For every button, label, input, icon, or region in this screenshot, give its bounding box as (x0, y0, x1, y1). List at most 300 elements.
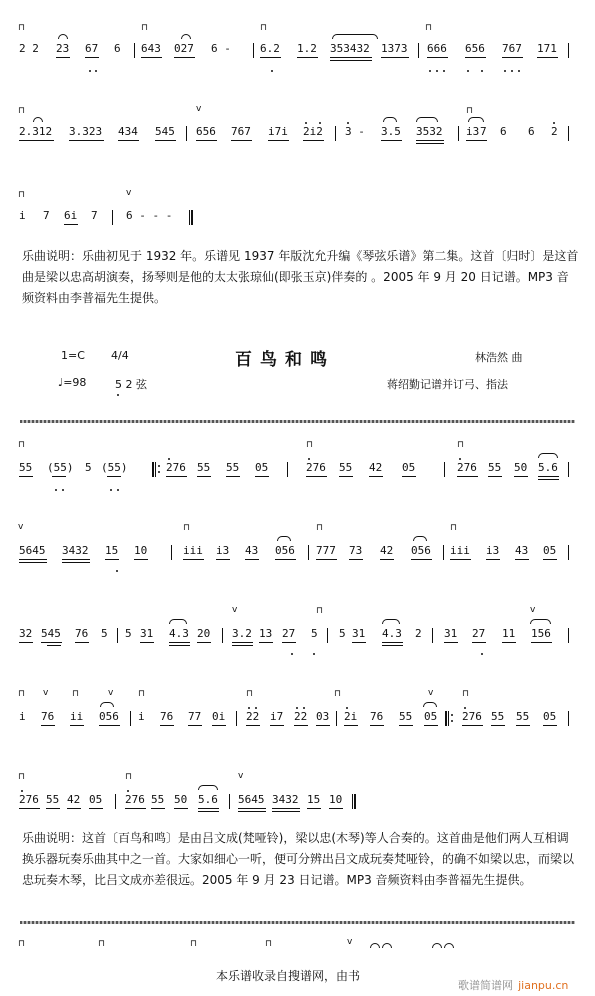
slur (198, 785, 218, 790)
underline (169, 642, 190, 643)
barline (418, 43, 419, 58)
high-octave-dot (255, 707, 257, 709)
note-group: 50 (174, 793, 188, 806)
down-bow-mark: ⊓ (18, 190, 26, 200)
note-group: 5 (339, 627, 346, 640)
barline (335, 126, 336, 141)
slur (382, 943, 392, 948)
barline (568, 628, 569, 643)
barline (134, 43, 135, 58)
note-group: 73 (349, 544, 363, 557)
underline (118, 140, 139, 141)
down-bow-mark: ⊓ (98, 939, 106, 949)
underline (166, 476, 187, 477)
note-group: i7i (268, 125, 288, 138)
note-group: 1373 (381, 42, 408, 55)
note-group: 55 (516, 710, 530, 723)
down-bow-mark: ⊓ (183, 523, 191, 533)
note-group: 05 (255, 461, 269, 474)
note-group: 5 (85, 461, 92, 474)
piece1-note-paragraph: 乐曲说明：乐曲初见于 1932 年。乐谱见 1937 年版沈允升编《琴弦乐谱》第二集。这首〔归时〕是这首曲是梁以忠高胡演奏，扬琴则是他的太太张琼仙(即张玉京)伴奏的 。2005 年 9 月 20 日记谱。MP3 音频资料由李普福先生提供。 (22, 249, 579, 305)
underline (232, 645, 253, 646)
high-octave-dot (248, 707, 250, 709)
staff-row-5 (0, 522, 595, 584)
down-bow-mark: ⊓ (72, 689, 80, 699)
underline (488, 476, 502, 477)
underline (514, 476, 528, 477)
barline (568, 545, 569, 560)
note-group: 3 - (345, 125, 365, 138)
note-group: i7 (270, 710, 284, 723)
slur (413, 536, 427, 541)
note-group: 76 (41, 710, 55, 723)
note-group: 276 (19, 793, 39, 806)
note-group: 55 (488, 461, 502, 474)
down-bow-mark: ⊓ (18, 939, 26, 949)
repeat-dot (158, 471, 160, 473)
underline (105, 559, 119, 560)
up-bow-mark: v (347, 937, 353, 947)
slur (444, 943, 454, 948)
down-bow-mark: ⊓ (466, 106, 474, 116)
note-group: i3 (486, 544, 500, 557)
underline (316, 725, 330, 726)
note-group: 545 (155, 125, 175, 138)
note-group: 67 (85, 42, 99, 55)
staff-row-2 (0, 104, 595, 165)
low-octave-dot (429, 70, 431, 72)
high-octave-dot (127, 790, 129, 792)
note-group: 5645 (19, 544, 46, 557)
note-group: 05 (89, 793, 103, 806)
note-group: 50 (514, 461, 528, 474)
note-group: 7 (43, 209, 50, 222)
underline (416, 143, 444, 144)
down-bow-mark: ⊓ (334, 689, 342, 699)
note-group: 171 (537, 42, 557, 55)
high-octave-dot (305, 122, 307, 124)
underline (62, 562, 90, 563)
up-bow-mark: v (126, 188, 132, 198)
note-group: 2.312 (19, 125, 53, 138)
note-group: 7 (480, 125, 487, 138)
down-bow-mark: ⊓ (18, 440, 26, 450)
low-octave-dot (89, 70, 91, 72)
underline (330, 60, 372, 61)
end-barline (352, 794, 356, 809)
composer: 林浩然 曲 (475, 351, 523, 364)
underline (382, 642, 403, 643)
underline (169, 645, 190, 646)
section-separator (20, 921, 575, 924)
note-group: 42 (369, 461, 383, 474)
up-bow-mark: v (108, 688, 114, 698)
barline (568, 711, 569, 726)
underline (107, 476, 121, 477)
underline (19, 562, 47, 563)
slur (432, 943, 442, 948)
down-bow-mark: ⊓ (265, 939, 273, 949)
footer-source-text: 本乐谱收录自搜谱网，由书 (216, 969, 361, 983)
note-group: 10 (329, 793, 343, 806)
high-octave-dot (296, 707, 298, 709)
end-barline (189, 210, 193, 225)
down-bow-mark: ⊓ (190, 939, 198, 949)
note-group: 15 (105, 544, 119, 557)
low-octave-dot (481, 653, 483, 655)
underline (316, 559, 337, 560)
note-group: 666 (427, 42, 447, 55)
low-octave-dot (443, 70, 445, 72)
high-octave-dot (553, 122, 555, 124)
note-group: 0i (212, 710, 226, 723)
up-bow-mark: v (18, 522, 24, 532)
note-group: 353432 (330, 42, 370, 55)
note-group: 3532 (416, 125, 443, 138)
underline (466, 140, 487, 141)
underline (67, 808, 81, 809)
underline (216, 559, 230, 560)
note-group: i3 (216, 544, 230, 557)
note-group: 05 (402, 461, 416, 474)
low-octave-dot (511, 70, 513, 72)
repeat-start-barline (445, 711, 449, 726)
underline (231, 140, 252, 141)
watermark (458, 974, 568, 993)
underline (349, 559, 363, 560)
underline (160, 725, 174, 726)
repeat-dot (451, 720, 453, 722)
underline (188, 725, 202, 726)
note-group: i (19, 710, 26, 723)
note-group: 31 (140, 627, 154, 640)
underline (516, 725, 530, 726)
barline (443, 545, 444, 560)
barline (444, 462, 445, 477)
low-octave-dot (518, 70, 520, 72)
down-bow-mark: ⊓ (246, 689, 254, 699)
underline (344, 725, 358, 726)
note-group: 3432 (272, 793, 299, 806)
underline (450, 559, 471, 560)
up-bow-mark: v (530, 605, 536, 615)
underline (538, 479, 559, 480)
note-group: 31 (444, 627, 458, 640)
low-octave-dot (504, 70, 506, 72)
underline (543, 559, 557, 560)
underline (416, 140, 444, 141)
note-group: 2 (551, 125, 558, 138)
note-group: 2i (344, 710, 358, 723)
section-separator (20, 420, 575, 423)
staff-row-7 (0, 688, 595, 750)
underline (212, 725, 226, 726)
note-group: 6 - (211, 42, 231, 55)
underline (141, 57, 162, 58)
low-octave-dot (313, 653, 315, 655)
down-bow-mark: ⊓ (457, 440, 465, 450)
note-group: 32 (19, 627, 33, 640)
note-group: 11 (502, 627, 516, 640)
note-group: 4.3 (382, 627, 402, 640)
string-tuning: 5 2 弦 (115, 378, 147, 391)
staff-row-6 (0, 605, 595, 667)
note-group: 276 (306, 461, 326, 474)
underline (297, 57, 318, 58)
underline (75, 642, 89, 643)
up-bow-mark: v (428, 688, 434, 698)
down-bow-mark: ⊓ (260, 23, 268, 33)
barline (568, 126, 569, 141)
down-bow-mark: ⊓ (450, 523, 458, 533)
note-group: iii (183, 544, 203, 557)
underline (402, 476, 416, 477)
underline (198, 811, 219, 812)
note-group: i (19, 209, 26, 222)
barline (171, 545, 172, 560)
underline (380, 559, 394, 560)
note-group: 3432 (62, 544, 89, 557)
note-group: 22 (246, 710, 260, 723)
note-group: 15 (307, 793, 321, 806)
note-group: 643 (141, 42, 161, 55)
note-group: 76 (370, 710, 384, 723)
note-group: 434 (118, 125, 138, 138)
underline (369, 476, 383, 477)
slur (468, 117, 484, 122)
note-group: 056 (275, 544, 295, 557)
underline (19, 559, 47, 560)
down-bow-mark: ⊓ (125, 772, 133, 782)
slur (423, 702, 437, 707)
note-group: 31 (352, 627, 366, 640)
low-octave-dot (117, 394, 119, 396)
underline (411, 559, 432, 560)
underline (174, 57, 195, 58)
note-group: 545 (41, 627, 61, 640)
underline (275, 559, 296, 560)
repeat-dot (158, 465, 160, 467)
underline (19, 642, 33, 643)
note-group: 276 (125, 793, 145, 806)
staff-row-4 (0, 440, 595, 501)
underline (382, 645, 403, 646)
slur (277, 536, 291, 541)
transcriber: 蒋绍勤记谱并订弓、指法 (387, 378, 508, 391)
barline (568, 462, 569, 477)
low-octave-dot (95, 70, 97, 72)
underline (197, 476, 211, 477)
underline (238, 808, 266, 809)
up-bow-mark: v (196, 104, 202, 114)
slur (370, 943, 380, 948)
underline (259, 642, 273, 643)
watermark-url: jianpu.cn (518, 979, 569, 992)
underline (134, 559, 148, 560)
underline (537, 57, 558, 58)
note-group: (55) (101, 461, 128, 474)
watermark-cn: 歌谱简谱网 (458, 979, 513, 992)
slur (383, 117, 397, 122)
underline (282, 642, 296, 643)
note-group: 027 (174, 42, 194, 55)
low-octave-dot (481, 70, 483, 72)
note-group: 05 (543, 544, 557, 557)
note-group: 20 (197, 627, 211, 640)
up-bow-mark: v (232, 605, 238, 615)
down-bow-mark: ⊓ (316, 606, 324, 616)
staff-row-3 (0, 188, 595, 249)
staff-row-1 (0, 23, 595, 82)
underline (268, 140, 289, 141)
down-bow-mark: ⊓ (425, 23, 433, 33)
note-group: i3 (466, 125, 480, 138)
low-octave-dot (467, 70, 469, 72)
note-group: 5.6 (198, 793, 218, 806)
underline (270, 725, 284, 726)
barline (336, 711, 337, 726)
barline (432, 628, 433, 643)
underline (538, 476, 559, 477)
note-group: 77 (188, 710, 202, 723)
low-octave-dot (117, 489, 119, 491)
underline (197, 642, 211, 643)
barline (458, 126, 459, 141)
note-group: 27 (472, 627, 486, 640)
note-group: 22 (294, 710, 308, 723)
barline (236, 711, 237, 726)
down-bow-mark: ⊓ (316, 523, 324, 533)
underline (99, 725, 120, 726)
high-octave-dot (346, 707, 348, 709)
note-group: 276 (462, 710, 482, 723)
underline (226, 476, 240, 477)
underline (370, 725, 384, 726)
down-bow-mark: ⊓ (462, 689, 470, 699)
note-group: 767 (502, 42, 522, 55)
underline (272, 808, 300, 809)
note-group: 2i2 (303, 125, 323, 138)
underline (246, 725, 260, 726)
note-group: 55 (226, 461, 240, 474)
underline (125, 808, 146, 809)
note-group: 23 (56, 42, 70, 55)
note-group: 42 (67, 793, 81, 806)
low-octave-dot (62, 489, 64, 491)
underline (352, 642, 366, 643)
low-octave-dot (291, 653, 293, 655)
piece-title: 百鸟和鸣 (235, 350, 335, 370)
note-group: 55 (151, 793, 165, 806)
high-octave-dot (459, 458, 461, 460)
underline (85, 57, 99, 58)
underline (502, 642, 516, 643)
underline (19, 476, 33, 477)
note-group: 03 (316, 710, 330, 723)
note-group: 76 (75, 627, 89, 640)
slur (169, 619, 187, 624)
underline (462, 725, 483, 726)
high-octave-dot (308, 458, 310, 460)
slur (181, 34, 191, 39)
high-octave-dot (319, 122, 321, 124)
note-group: 2 2 (19, 42, 39, 55)
underline (260, 57, 281, 58)
note-group: ii (70, 710, 84, 723)
underline (232, 642, 253, 643)
note-group: 4.3 (169, 627, 189, 640)
note-group: 05 (424, 710, 438, 723)
underline (245, 559, 259, 560)
tempo: ♩=98 (58, 376, 87, 389)
underline (196, 140, 217, 141)
note-group: 1.2 (297, 42, 317, 55)
barline (222, 628, 223, 643)
underline (56, 57, 70, 58)
underline (515, 559, 529, 560)
barline (568, 43, 569, 58)
underline (47, 645, 61, 646)
barline (130, 711, 131, 726)
slur (538, 453, 558, 458)
down-bow-mark: ⊓ (141, 23, 149, 33)
slur (33, 117, 43, 122)
down-bow-mark: ⊓ (18, 772, 26, 782)
barline (327, 628, 328, 643)
time-signature: 4/4 (111, 349, 129, 362)
repeat-dot (451, 714, 453, 716)
underline (457, 476, 478, 477)
repeat-start-barline (152, 462, 156, 477)
key-signature: 1=C (61, 349, 85, 362)
underline (424, 725, 438, 726)
note-group: 43 (515, 544, 529, 557)
underline (151, 808, 165, 809)
note-group: 5 (101, 627, 108, 640)
underline (238, 811, 266, 812)
note-group: 7 (91, 209, 98, 222)
barline (229, 794, 230, 809)
low-octave-dot (271, 70, 273, 72)
down-bow-mark: ⊓ (306, 440, 314, 450)
underline (64, 224, 78, 225)
note-group: 056 (411, 544, 431, 557)
high-octave-dot (464, 707, 466, 709)
underline (543, 725, 557, 726)
slur (332, 34, 378, 39)
note-group: 3.5 (381, 125, 401, 138)
underline (531, 642, 552, 643)
underline (198, 808, 219, 809)
slur (58, 34, 68, 39)
underline (52, 476, 66, 477)
note-group: 5 (311, 627, 318, 640)
underline (183, 559, 204, 560)
underline (491, 725, 505, 726)
down-bow-mark: ⊓ (18, 106, 26, 116)
note-group: 656 (196, 125, 216, 138)
high-octave-dot (303, 707, 305, 709)
note-group: i (138, 710, 145, 723)
note-group: 43 (245, 544, 259, 557)
underline (155, 140, 176, 141)
note-group: (55) (47, 461, 74, 474)
note-group: 10 (134, 544, 148, 557)
down-bow-mark: ⊓ (18, 689, 26, 699)
underline (381, 57, 409, 58)
slur (530, 619, 551, 624)
barline (287, 462, 288, 477)
